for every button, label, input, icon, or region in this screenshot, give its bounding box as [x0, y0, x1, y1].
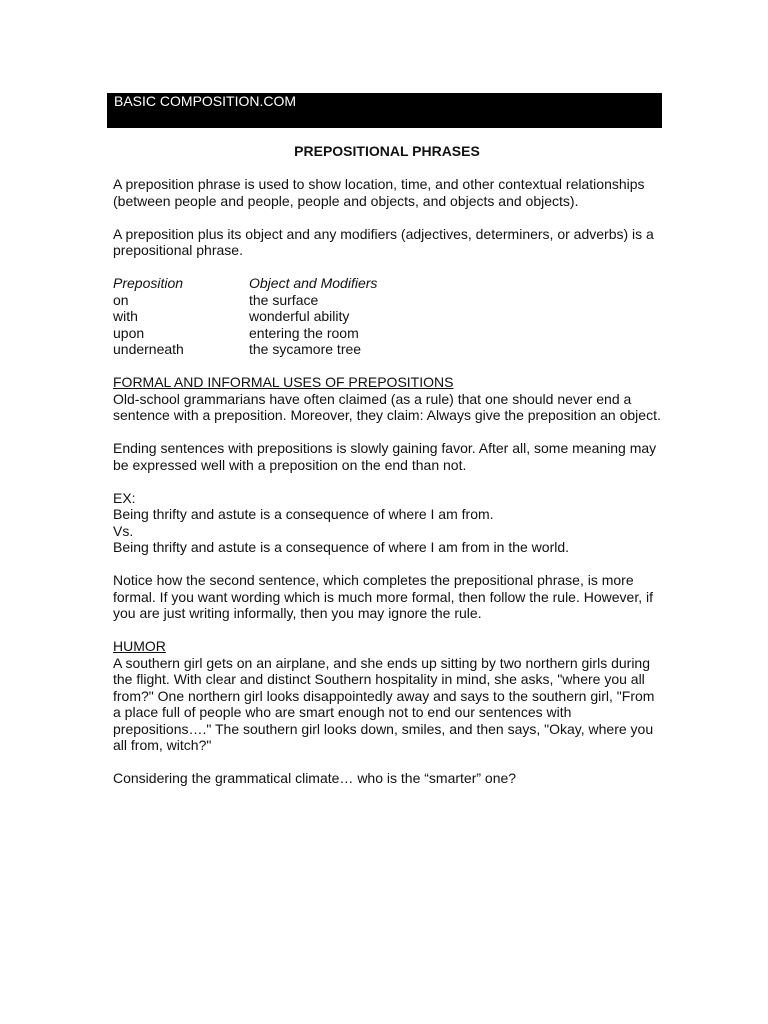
table-cell-preposition: underneath	[113, 341, 184, 357]
formal-section-heading: FORMAL AND INFORMAL USES OF PREPOSITIONS	[113, 374, 454, 390]
table-cell-object: entering the room	[249, 324, 359, 341]
intro-paragraph-1: A preposition phrase is used to show location, time, and other contextual relationships (between people and people, people and objects, and objects and objects).	[113, 176, 645, 209]
table-cell-object: the surface	[249, 291, 319, 308]
example-label: EX:	[113, 489, 136, 506]
table-cell-preposition: with	[113, 308, 138, 324]
closing-question: Considering the grammatical climate… who is the “smarter” one?	[113, 770, 517, 786]
example-sentence-1: Being thrifty and astute is a consequence of where I am from.	[113, 506, 494, 522]
table-cell-object: wonderful ability	[249, 308, 350, 324]
humor-section-heading: HUMOR	[113, 638, 166, 654]
table-header-object: Object and Modifiers	[249, 275, 378, 291]
table-cell-object: the sycamore tree	[249, 341, 362, 357]
table-cell-preposition: on	[113, 291, 129, 308]
site-banner	[107, 93, 662, 128]
versus-label: Vs.	[113, 522, 134, 539]
humor-story: A southern girl gets on an airplane, and she ends up sitting by two northern girls during the flight. With clear and distinct Southern hospitality in mind, she asks, "where you all from?" One northern girl looks disappointedly away and says to the southern girl, "From a place full of people who are smart enough not to end our sentences with prepositions…." The southern girl looks down, smiles, and then says, "Okay, where you all from, witch?"	[113, 654, 655, 753]
site-name: BASIC COMPOSITION.COM	[114, 93, 297, 109]
table-cell-preposition: upon	[113, 324, 145, 341]
intro-paragraph-2: A preposition plus its object and any modifiers (adjectives, determiners, or adverbs) is a prepositional phrase.	[113, 225, 654, 258]
formal-paragraph-3: Notice how the second sentence, which completes the prepositional phrase, is more formal. If you want wording which is much more formal, then follow the rule. However, if you are just writing informally, then you may ignore the rule.	[113, 572, 653, 621]
example-sentence-2: Being thrifty and astute is a consequence of where I am from in the world.	[113, 539, 570, 555]
formal-paragraph-1: Old-school grammarians have often claimed (as a rule) that one should never end a sentence with a preposition. Moreover, they claim: Always give the preposition an object.	[113, 390, 661, 423]
formal-paragraph-2: Ending sentences with prepositions is slowly gaining favor. After all, some meaning may be expressed well with a preposition on the end than not.	[113, 440, 657, 473]
table-header-preposition: Preposition	[113, 275, 184, 291]
preposition-table	[113, 275, 661, 358]
page-title: PREPOSITIONAL PHRASES	[294, 143, 480, 159]
document-body	[113, 143, 661, 787]
